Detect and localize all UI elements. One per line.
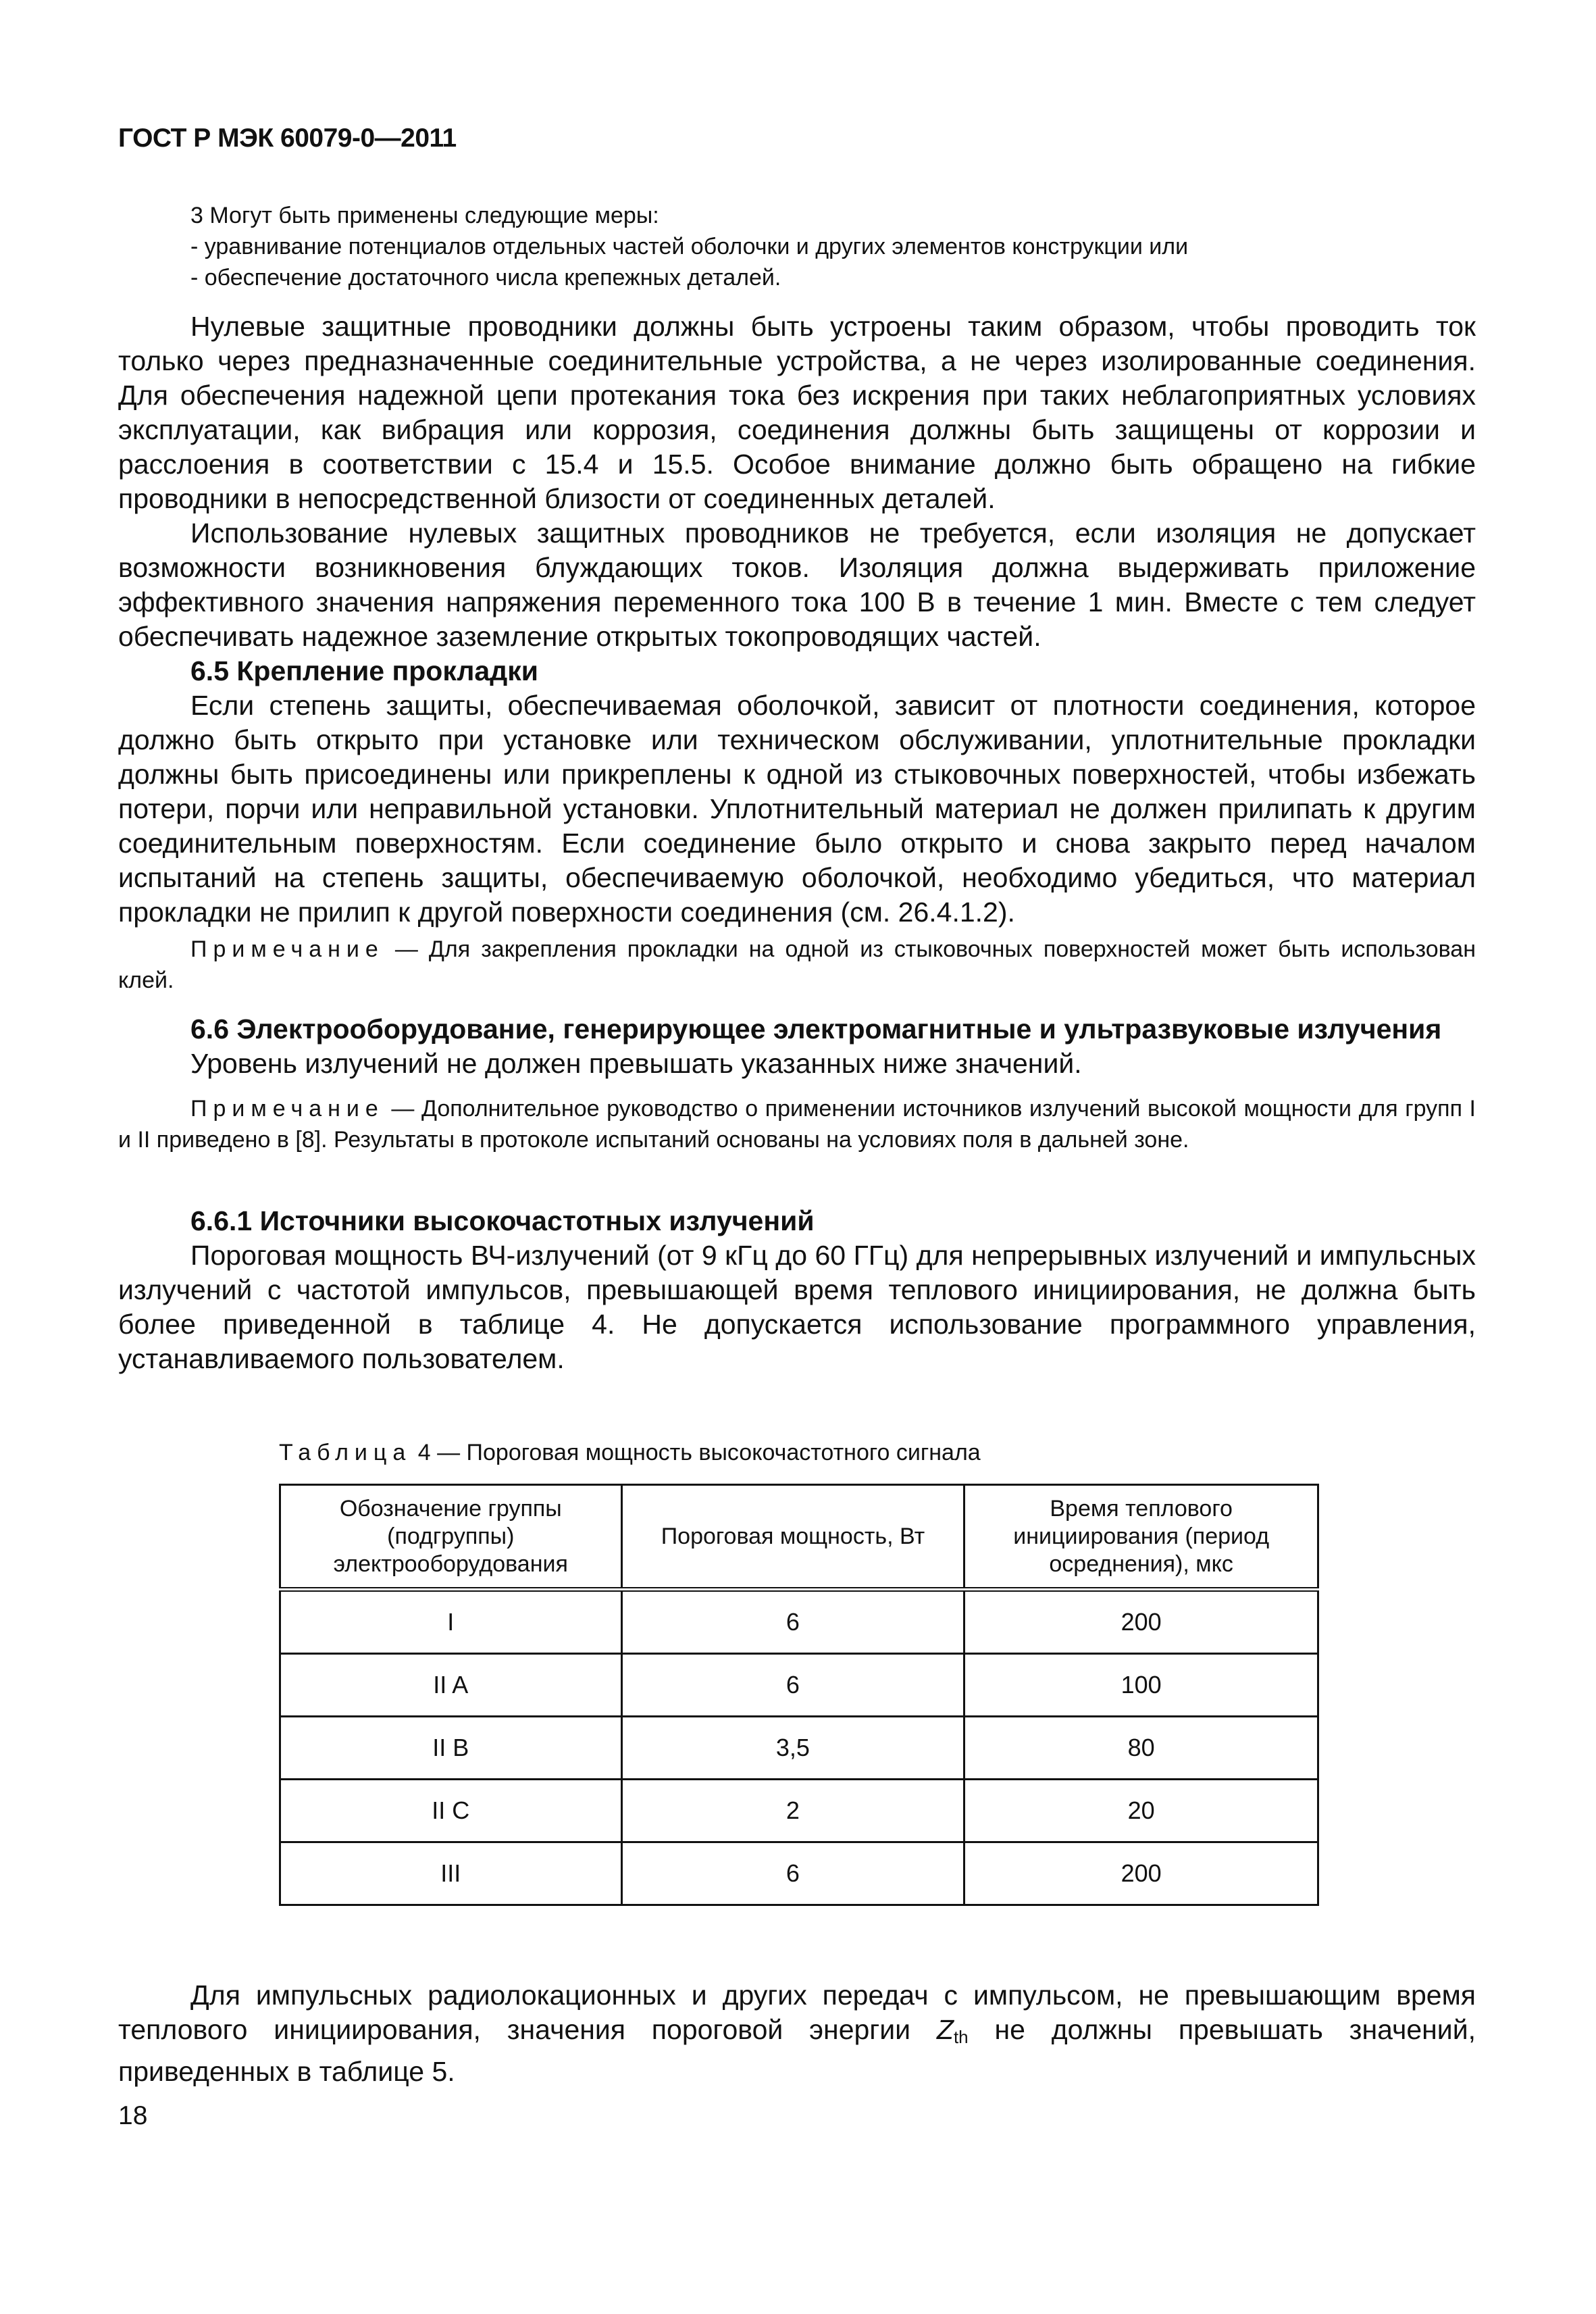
note-3-line-1: 3 Могут быть применены следующие меры: [190, 203, 659, 228]
pulsed-text-after: не должны превышать значений, приведенных в таблице 5. [118, 2014, 1476, 2087]
table-row [280, 1654, 1318, 1717]
note-6-6 [118, 1093, 1476, 1155]
table-cell-group: I [280, 1590, 622, 1654]
table-cell-power: 6 [621, 1590, 964, 1654]
threshold-energy-subscript: th [953, 2027, 969, 2047]
table-cell-group: II A [280, 1654, 622, 1717]
note-3-line-2: - уравнивание потенциалов отдельных частей оболочки и других элементов конструкции или [190, 234, 1189, 259]
paragraph-pulsed-transmissions [118, 1978, 1476, 2089]
table-caption-label: Таблица [279, 1440, 412, 1465]
main-text [118, 309, 1476, 930]
table-cell-group: III [280, 1842, 622, 1905]
table-row [280, 1717, 1318, 1780]
table-cell-time: 200 [964, 1842, 1318, 1905]
table-header-power: Пороговая мощность, Вт [621, 1485, 964, 1590]
note-6-5-text: — Для закрепления прокладки на одной из стыковочных поверхностей может быть использован клей. [118, 936, 1476, 993]
section-6-6-1 [118, 1204, 1476, 1376]
table-cell-group: II C [280, 1780, 622, 1842]
section-6-6-1-heading: 6.6.1 Источники высокочастотных излучений [190, 1205, 815, 1236]
section-6-6-1-text: Пороговая мощность ВЧ-излучений (от 9 кГц до 60 ГГц) для непрерывных излучений и импульсных излучений с частотой импульсов, превышающей время теплового инициирования, не должна быть более приведенной в таблице 4. Не допускается использование программного управления, устанавливаемого пользователем. [118, 1240, 1476, 1374]
table-cell-power: 6 [621, 1654, 964, 1717]
table-header-time: Время теплового инициирования (период осреднения), мкс [964, 1485, 1318, 1590]
section-6-6-text: Уровень излучений не должен превышать указанных ниже значений. [190, 1048, 1082, 1079]
note-6-6-text: — Дополнительное руководство о применении источников излучений высокой мощности для групп I и II приведено в [8]. Результаты в протоколе испытаний основаны на условиях поля в дальней зоне. [118, 1096, 1476, 1153]
table-header-group: Обозначение группы (подгруппы) электрооборудования [280, 1485, 622, 1590]
note-label: Примечание [190, 936, 384, 962]
section-6-6-heading: 6.6 Электрооборудование, генерирующее электромагнитные и ультразвуковые излучения [190, 1013, 1442, 1045]
note-3 [118, 200, 1548, 293]
table-row [280, 1590, 1318, 1654]
note-6-5 [118, 934, 1476, 996]
document-header: ГОСТ Р МЭК 60079-0—2011 [118, 124, 457, 153]
table-cell-power: 2 [621, 1780, 964, 1842]
table-row [280, 1780, 1318, 1842]
table-header-row [280, 1485, 1318, 1590]
table-caption-text: 4 — Пороговая мощность высокочастотного сигнала [411, 1440, 981, 1465]
section-6-5-heading: 6.5 Крепление прокладки [190, 655, 538, 686]
table-cell-time: 80 [964, 1717, 1318, 1780]
table-cell-time: 20 [964, 1780, 1318, 1842]
table-4-caption [279, 1437, 981, 1468]
note-label: Примечание [190, 1096, 384, 1122]
table-cell-time: 100 [964, 1654, 1318, 1717]
table-cell-time: 200 [964, 1590, 1318, 1654]
paragraph-stray-currents: Использование нулевых защитных проводников не требуется, если изоляция не допускает возможности возникновения блуждающих токов. Изоляция должна выдерживать приложение эффективного значения напряжения переменного тока 100 В в течение 1 мин. Вместе с тем следует обеспечивать надежное заземление открытых токопроводящих частей. [118, 518, 1476, 652]
table-4 [279, 1484, 1319, 1906]
pulsed-text-before: Для импульсных радиолокационных и других передач с импульсом, не превышающим время теплового инициирования, значения пороговой энергии [118, 1980, 1476, 2045]
threshold-energy-symbol: Z [936, 2014, 954, 2045]
table-cell-power: 6 [621, 1842, 964, 1905]
paragraph-neutral-conductors: Нулевые защитные проводники должны быть устроены таким образом, чтобы проводить ток только через предназначенные соединительные устройства, а не через изолированные соединения. Для обеспечения надежной цепи протекания тока без искрения при таких неблагоприятных условиях эксплуатации, как вибрация или коррозия, соединения должны быть защищены от коррозии и расслоения в соответствии с 15.4 и 15.5. Особое внимание должно быть обращено на гибкие проводники в непосредственной близости от соединенных деталей. [118, 311, 1476, 514]
table-cell-power: 3,5 [621, 1717, 964, 1780]
page-number: 18 [118, 2101, 148, 2130]
section-6-5-text: Если степень защиты, обеспечиваемая оболочкой, зависит от плотности соединения, которое должно быть открыто при установке или техническом обслуживании, уплотнительные прокладки должны быть присоединены или прикреплены к одной из стыковочных поверхностей, чтобы избежать потери, порчи или неправильной установки. Уплотнительный материал не должен прилипать к другим соединительным поверхностям. Если соединение было открыто и снова закрыто перед началом испытаний на степень защиты, обеспечиваемую оболочкой, необходимо убедиться, что материал прокладки не прилип к другой поверхности соединения (см. 26.4.1.2). [118, 690, 1476, 928]
table-row [280, 1842, 1318, 1905]
section-6-6 [118, 1012, 1476, 1081]
note-3-line-3: - обеспечение достаточного числа крепежных деталей. [190, 265, 781, 291]
table-cell-group: II B [280, 1717, 622, 1780]
